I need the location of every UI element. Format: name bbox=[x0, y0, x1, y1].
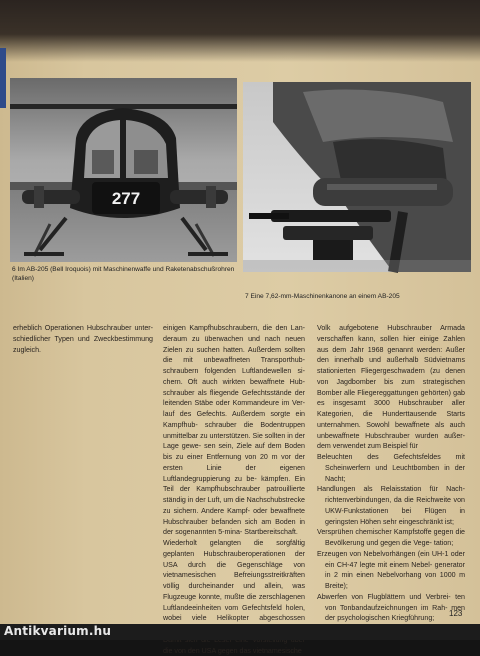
paragraph: Volk aufgebotene Hubschrauber Armada verschaffen kann, sollen hier einige Zahlen aus dem Jahr 1968 genannt werden: Außer den innerhalb und außerhalb Südvietnams stationierten Fliegergeschwadern (zu denen von Jagdbomber bis zum strategischen Bomber alle Fliegereggattungen gehörten) gab es insgesamt 3000 Hubschrauber aller Kategorien, die Hunderttausende Starts unternahmen. Sowohl bewaffnete als auch unbewaffnete Hubschrauber wurden außer- dem verwendet zum Beispiel für bbox=[317, 324, 465, 451]
paragraph: die von den USA gegen das vietnamesische bbox=[163, 646, 302, 655]
photo-machine-gun-closeup bbox=[243, 82, 471, 272]
list-item: Erzeugen von Nebelvorhängen (ein UH-1 oder ein CH-47 legte mit einem Nebel- generator in 2 min einen Nebelvorhang von 1000 m Breite); bbox=[317, 549, 465, 590]
caption-photo-6: 6 Im AB-205 (Bell Iroquois) mit Maschinenwaffe und Raketenabschußrohren (Italien) bbox=[12, 266, 235, 282]
page-top-shadow bbox=[0, 0, 480, 62]
text-column-2 bbox=[163, 323, 305, 656]
paragraph: Wiederholt gelangten die sorgfältig geplanten Hubschrauberoperationen der USA durch die Gegenschläge von vietnamesischen Befreiungsstreitkräften völlig durcheinander und allein, was Flugzeuge konnte, mußte die zerschlagenen Luftlandeeinheiten vom Gefechtsfeld holen, wobei viele Helikopter abgeschossen bbox=[163, 539, 305, 623]
list-item: Abwerfen von Flugblättern und Verbrei- ten von Tonbandaufzeichnungen im Rah- men der psychologischen Kriegführung; bbox=[317, 592, 465, 623]
page-number: 123 bbox=[449, 609, 463, 618]
photo-helicopter-front bbox=[10, 78, 237, 262]
nose-number: 277 bbox=[111, 189, 141, 208]
text-column-3 bbox=[317, 323, 465, 635]
blue-page-edge bbox=[0, 48, 6, 108]
list-item: Beleuchten des Gefechtsfeldes mit Scheinwerfern und Leuchtbomben in der Nacht; bbox=[317, 453, 465, 483]
text-column-1 bbox=[13, 323, 153, 355]
paragraph: einigen Kampfhubschraubern, die den Lan- deraum zu überwachen und nach neuen Zielen zu suchen hatten. Außerdem sollten die mit unbewaffneten Transporthub- schraubern folgenden Luftlandewellen si- chern. Oft auch wirkten bewaffnete Hub- schrauber als fliegende Gefechtsstände der leitenden Stäbe oder Kommandeure im Ver- lauf des Gefechts. Außerdem sorgte ein Kampfhub- schrauber die Bodentruppen unmittelbar zu unterstützen. Sie sollten in der Lage gewe- sen sein, Ziele auf dem Boden bis zu einer Entfernung von 20 m vor der ersten Linie der eigenen Luftlandegruppierung zu be- kämpfen. Ein Teil der Kampfhubschrauber patrouillierte ständig in der Luft, um die Nachschubstrecke zu sichern. Andere Kampf- oder bewaffnete Hubschrauber befanden sich am Boden in der sogenannten 5-mina- Startbereitschaft. bbox=[163, 324, 305, 537]
list-item: Handlungen als Relaisstation für Nach- richtenverbindungen, da die Reichweite von UKW-Funkstationen bei Flügen in geringsten Höhen sehr eingeschränkt ist; bbox=[317, 485, 465, 526]
list-item: Versprühen chemischer Kampfstoffe gegen die Bevölkerung und gegen die Vege- tation; bbox=[317, 528, 465, 547]
watermark: Antikvarium.hu bbox=[4, 624, 112, 638]
caption-photo-7: 7 Eine 7,62-mm-Maschinenkanone an einem AB-205 bbox=[245, 293, 400, 300]
paragraph: erheblich Operationen Hubschrauber unter- schiedlicher Typen und Zweckbestimmung zugleich. bbox=[13, 324, 153, 354]
